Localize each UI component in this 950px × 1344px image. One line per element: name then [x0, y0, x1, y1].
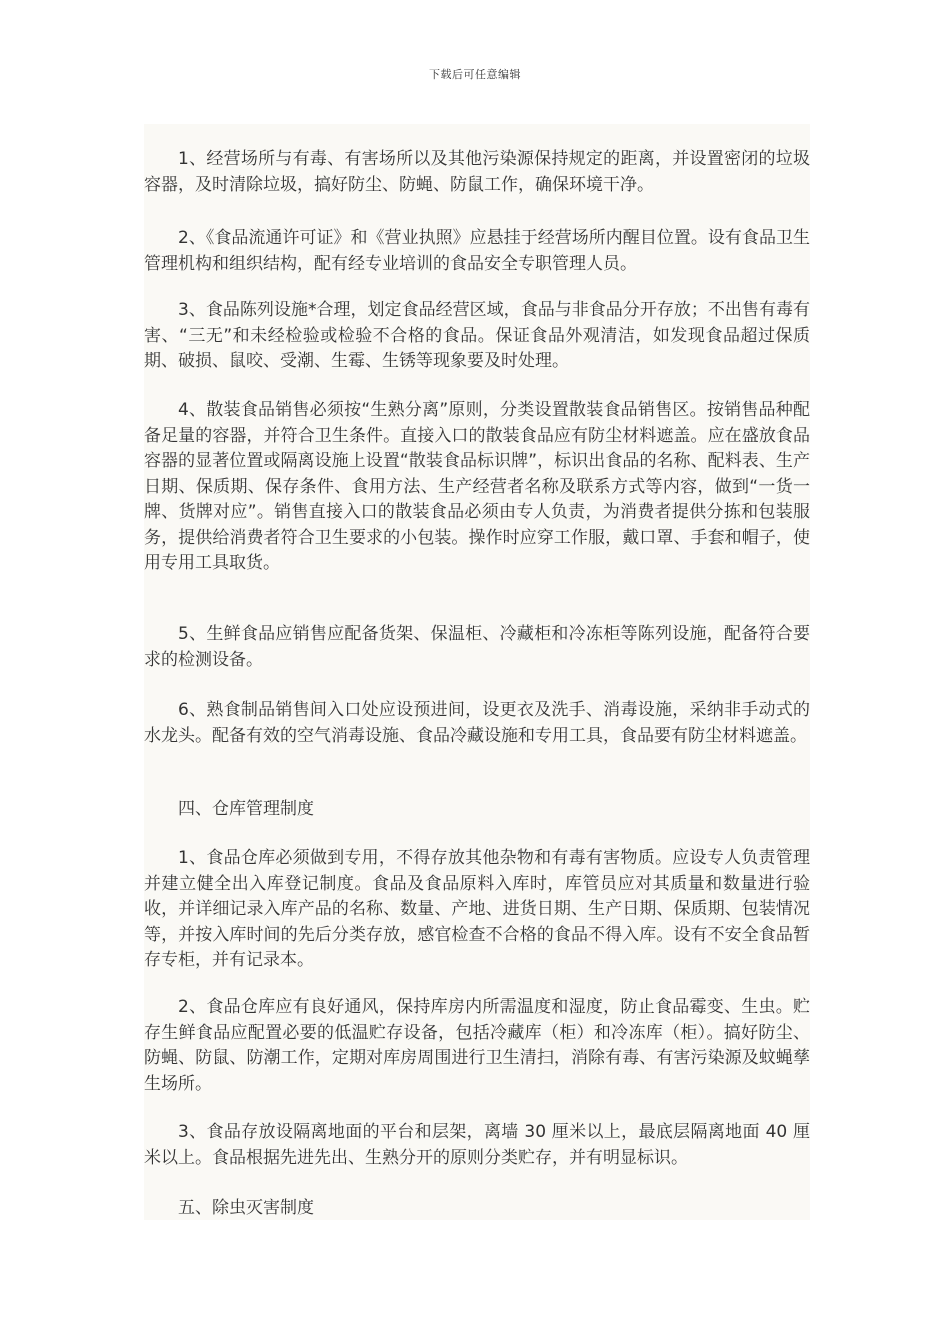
paragraph-storage-shelving: 3、食品存放设隔离地面的平台和层架，离墙 30 厘米以上，最底层隔离地面 40 厘米以上。食品根据先进先出、生熟分开的原则分类贮存，并有明显标识。: [144, 1122, 810, 1168]
page-header: 下载后可任意编辑: [429, 68, 521, 81]
paragraph-warehouse-ventilation: 2、食品仓库应有良好通风，保持库房内所需温度和湿度，防止食品霉变、生虫。贮存生鲜食品应配置必要的低温贮存设备，包括冷藏库（柜）和冷冻库（柜）。搞好防尘、防蝇、防鼠、防潮工作，定期对库房周围进行卫生清扫，消除有毒、有害污染源及蚊蝇孳生场所。: [144, 997, 810, 1094]
paragraph-display-facilities: 3、食品陈列设施*合理，划定食品经营区域，食品与非食品分开存放；不出售有毒有害、“三无”和未经检验或检验不合格的食品。保证食品外观清洁，如发现食品超过保质期、破损、鼠咬、受潮、生霉、生锈等现象要及时处理。: [144, 300, 810, 371]
paragraph-business-site-hygiene: 1、经营场所与有毒、有害场所以及其他污染源保持规定的距离，并设置密闭的垃圾容器，及时清除垃圾，搞好防尘、防蝇、防鼠工作，确保环境干净。: [144, 149, 810, 195]
paragraph-cooked-food-sales: 6、熟食制品销售间入口处应设预进间，设更衣及洗手、消毒设施，采纳非手动式的水龙头。配备有效的空气消毒设施、食品冷藏设施和专用工具，食品要有防尘材料遮盖。: [144, 700, 810, 746]
paragraph-bulk-food-sales: 4、散装食品销售必须按“生熟分离”原则，分类设置散装食品销售区。按销售品种配备足量的容器，并符合卫生条件。直接入口的散装食品应有防尘材料遮盖。应在盛放食品容器的显著位置或隔离设施上设置“散装食品标识牌”，标识出食品的名称、配料表、生产日期、保质期、保存条件、食用方法、生产经营者名称及联系方式等内容，做到“一货一牌、货牌对应”。销售直接入口的散装食品必须由专人负责，为消费者提供分拣和包装服务，提供给消费者符合卫生要求的小包装。操作时应穿工作服，戴口罩、手套和帽子，使用专用工具取货。: [144, 400, 810, 573]
paragraph-licenses-display: 2、《食品流通许可证》和《营业执照》应悬挂于经营场所内醒目位置。设有食品卫生管理机构和组织结构，配有经专业培训的食品安全专职管理人员。: [144, 228, 810, 274]
paragraph-fresh-food-sales: 5、生鲜食品应销售应配备货架、保温柜、冷藏柜和冷冻柜等陈列设施，配备符合要求的检测设备。: [144, 624, 810, 670]
paragraph-warehouse-dedicated: 1、食品仓库必须做到专用，不得存放其他杂物和有毒有害物质。应设专人负责管理并建立健全出入库登记制度。食品及食品原料入库时，库管员应对其质量和数量进行验收，并详细记录入库产品的名称、数量、产地、进货日期、生产日期、保质期、包装情况等，并按入库时间的先后分类存放，感官检查不合格的食品不得入库。设有不安全食品暂存专柜，并有记录本。: [144, 848, 810, 970]
section-heading-warehouse: 四、仓库管理制度: [178, 799, 314, 819]
section-heading-pest-control: 五、除虫灭害制度: [178, 1198, 314, 1218]
